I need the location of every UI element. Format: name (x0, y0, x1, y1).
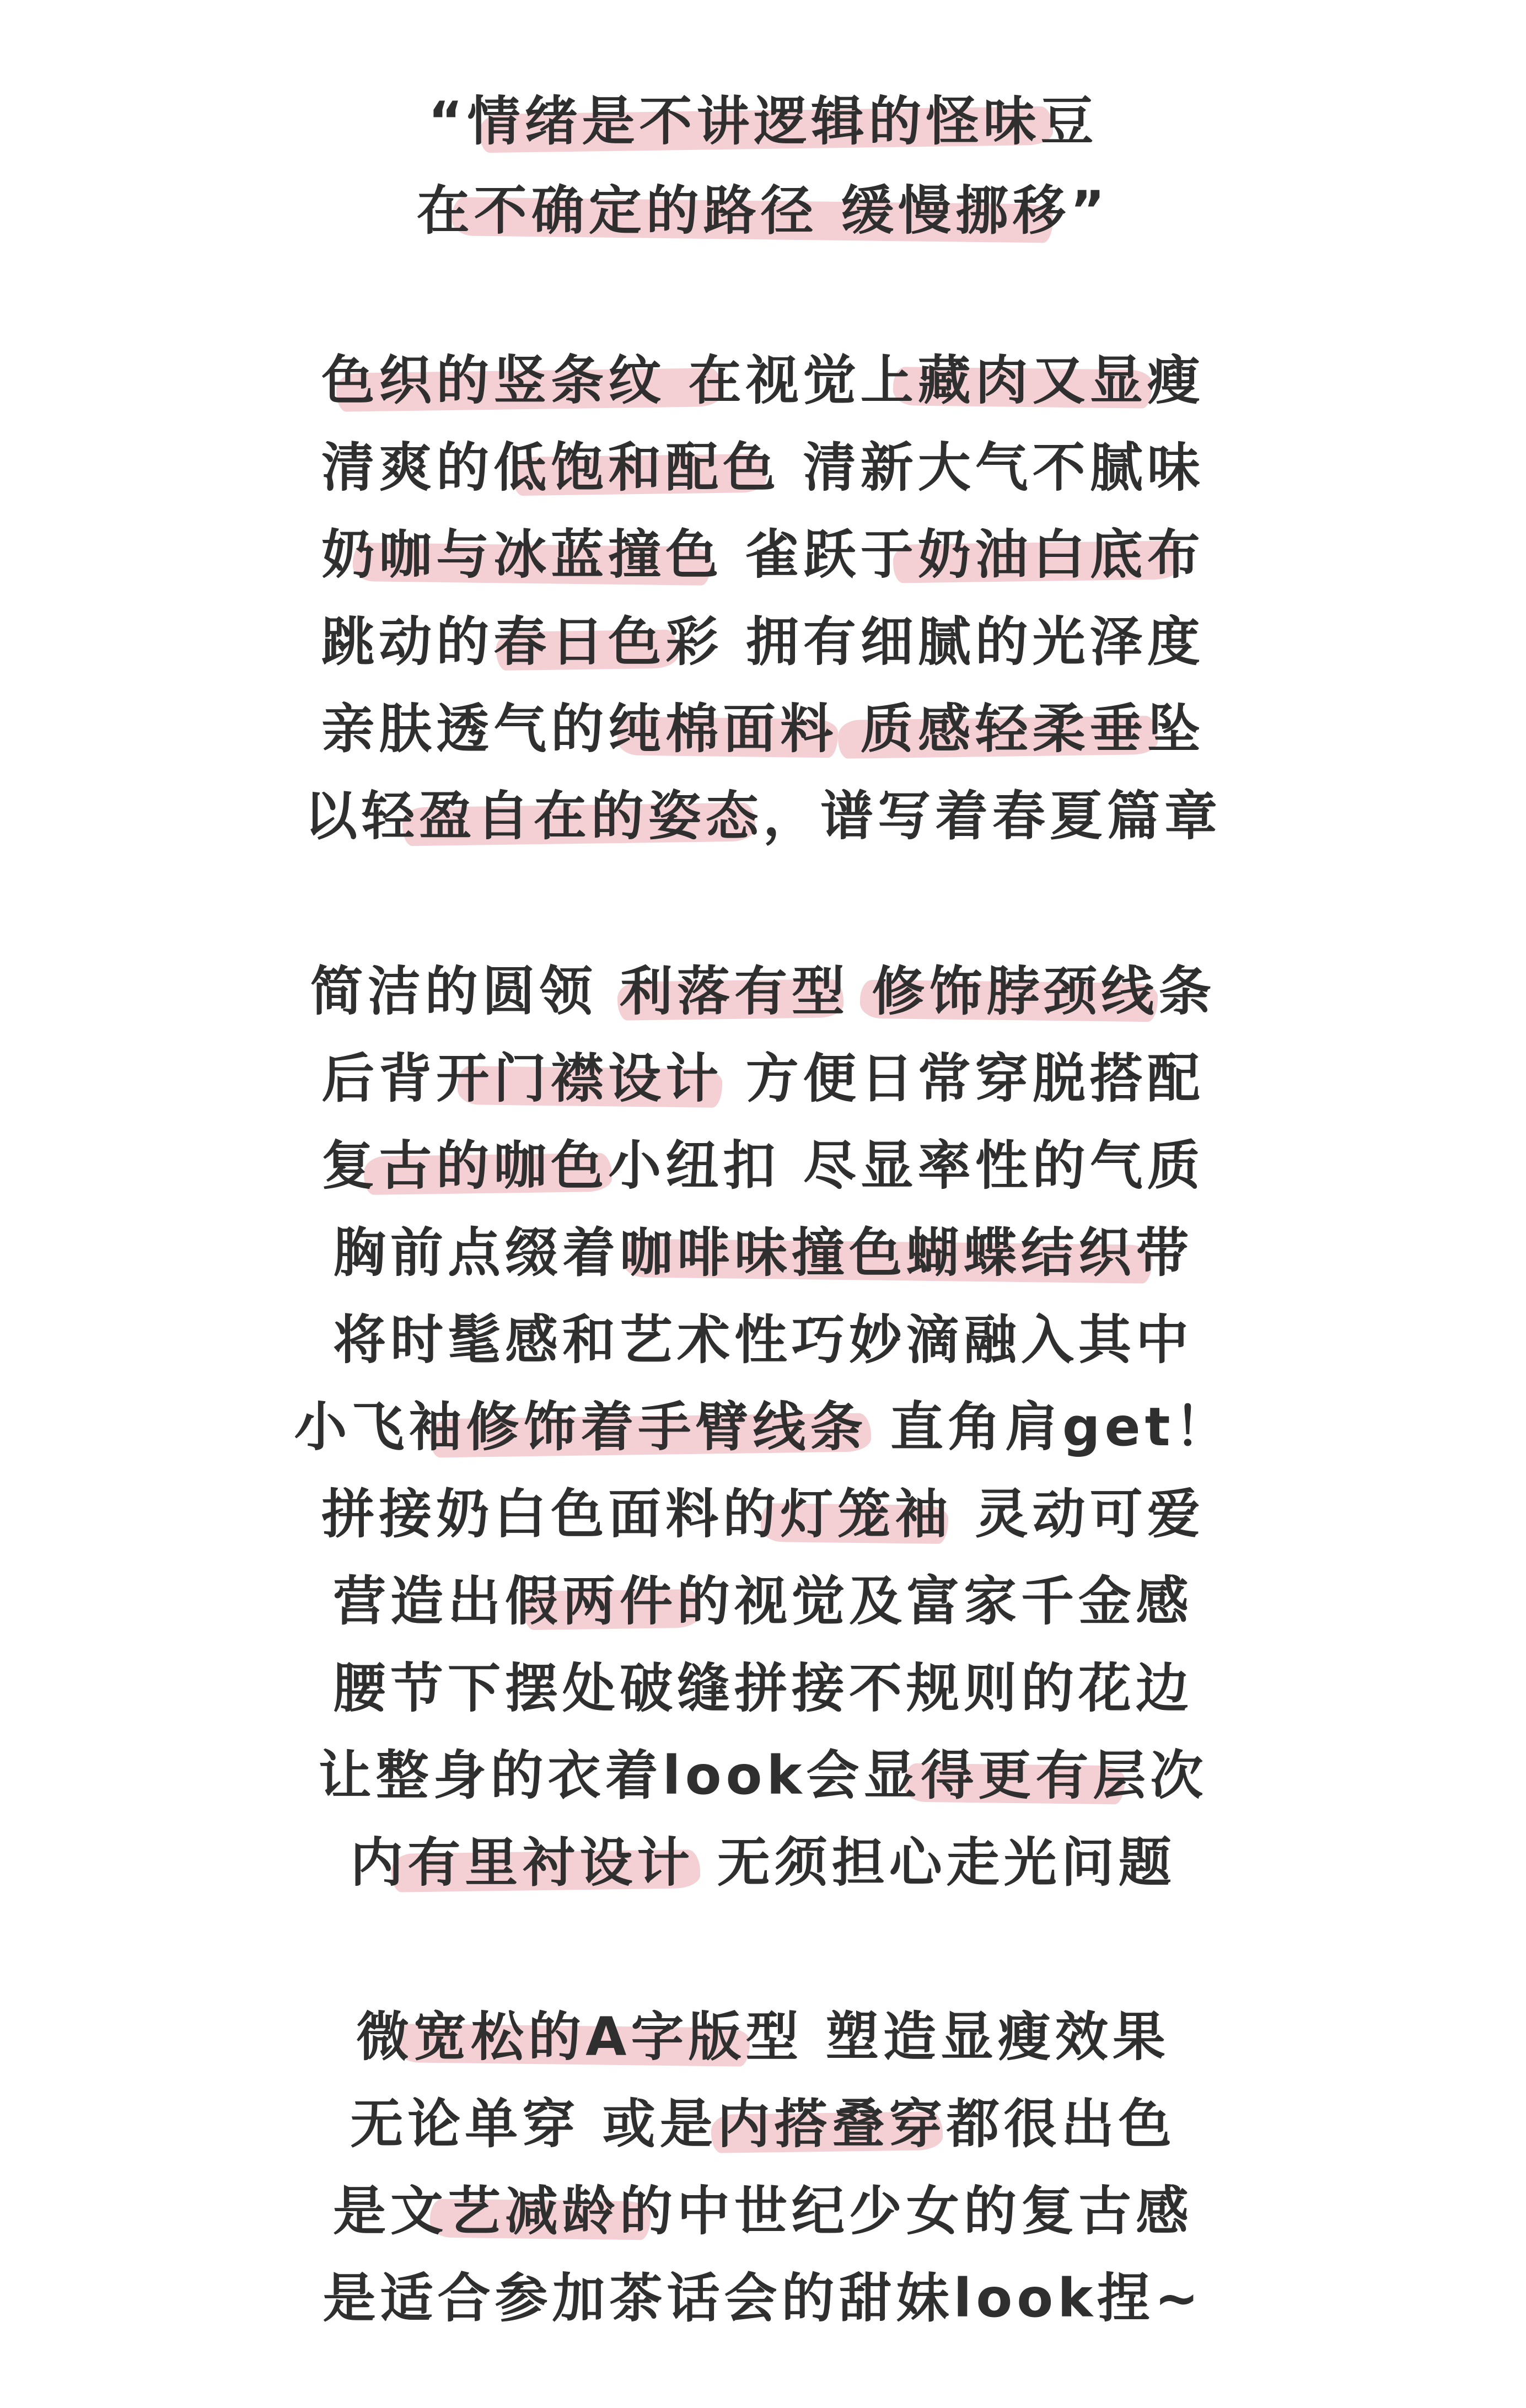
body-line (0, 2254, 1526, 2342)
body-line (0, 1644, 1526, 1733)
body-line (0, 1296, 1526, 1384)
line-text: 清爽的低饱和配色 清新大气不腻味 (321, 437, 1205, 498)
body-line (0, 2167, 1526, 2255)
line-text: “情绪是不讲逻辑的怪味豆 (428, 90, 1098, 152)
body-line (0, 511, 1526, 599)
body-line (0, 2080, 1526, 2168)
body-line (0, 1557, 1526, 1645)
body-line (0, 685, 1526, 773)
body-line (0, 1122, 1526, 1210)
line-text: 色织的竖条纹 在视觉上藏肉又显瘦 (321, 350, 1205, 411)
line-text: 微宽松的A字版型 塑造显瘦效果 (356, 2006, 1170, 2068)
body-line (0, 1731, 1526, 1820)
body-line (0, 1470, 1526, 1558)
line-text: 奶咖与冰蓝撞色 雀跃于奶油白底布 (321, 524, 1205, 586)
line-text: 在不确定的路径 缓慢挪移” (416, 180, 1110, 242)
line-text: 是文艺减龄的中世纪少女的复古感 (333, 2180, 1193, 2242)
line-text: 让整身的衣着look会显得更有层次 (318, 1745, 1208, 1806)
line-text: 简洁的圆领 利落有型 修饰脖颈线条 (310, 961, 1216, 1022)
body-line (0, 423, 1526, 512)
line-text: 无论单穿 或是内搭叠穿都很出色 (350, 2093, 1176, 2155)
line-text: 营造出假两件的视觉及富家千金感 (333, 1570, 1193, 1632)
line-text: 后背开门襟设计 方便日常穿脱搭配 (321, 1048, 1205, 1109)
line-text: 小飞袖修饰着手臂线条 直角肩get！ (294, 1396, 1232, 1458)
line-text: 将时髦感和艺术性巧妙滴融入其中 (333, 1309, 1193, 1371)
body-line (0, 598, 1526, 686)
line-text: 腰节下摆处破缝拼接不规则的花边 (333, 1658, 1193, 1719)
line-text: 内有里衬设计 无须担心走光问题 (350, 1832, 1176, 1894)
body-line (0, 1209, 1526, 1297)
line-text: 复古的咖色小纽扣 尽显率性的气质 (321, 1135, 1205, 1197)
quote-line-2 (0, 167, 1526, 255)
line-text: 胸前点缀着咖啡味撞色蝴蝶结织带 (333, 1222, 1193, 1284)
line-text: 是适合参加茶话会的甜妹look捏~ (323, 2267, 1203, 2329)
body-line (0, 1383, 1526, 1471)
body-line (0, 1034, 1526, 1123)
body-line (0, 772, 1526, 860)
line-text: 亲肤透气的纯棉面料 质感轻柔垂坠 (321, 698, 1205, 760)
body-line (0, 1993, 1526, 2081)
line-text: 以轻盈自在的姿态，谱写着春夏篇章 (304, 785, 1222, 847)
line-text: 跳动的春日色彩 拥有细腻的光泽度 (321, 611, 1205, 673)
body-line (0, 947, 1526, 1036)
quote-line-1 (0, 77, 1526, 165)
body-line (0, 336, 1526, 425)
line-text: 拼接奶白色面料的灯笼袖 灵动可爱 (321, 1483, 1205, 1545)
body-line (0, 1819, 1526, 1907)
